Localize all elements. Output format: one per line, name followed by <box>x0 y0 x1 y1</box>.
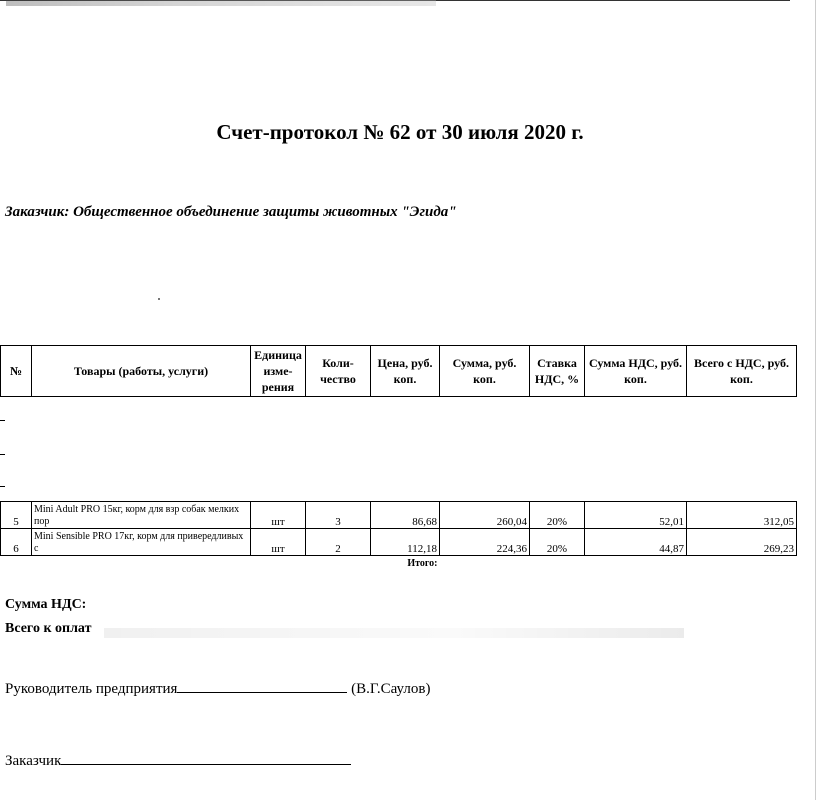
cell-vat-sum: 44,87 <box>585 529 687 556</box>
cell-unit: шт <box>251 529 306 556</box>
stray-dot <box>158 298 160 300</box>
cell-name: Mini Adult PRO 15кг, корм для взр собак мелких пор <box>32 502 251 529</box>
table-row <box>1 502 797 529</box>
header-goods: Товары (работы, услуги) <box>32 346 251 397</box>
cell-total: 269,23 <box>687 529 797 556</box>
head-signature-line <box>5 678 430 698</box>
cell-vat-rate: 20% <box>530 529 585 556</box>
header-sum: Сумма, руб. коп. <box>440 346 530 397</box>
cell-total: 312,05 <box>687 502 797 529</box>
top-blurred-header <box>6 0 436 6</box>
blurred-amount-text <box>104 628 684 638</box>
cell-price: 86,68 <box>371 502 440 529</box>
header-qty: Коли-чество <box>306 346 371 397</box>
cell-vat-sum: 52,01 <box>585 502 687 529</box>
header-price: Цена, руб. коп. <box>371 346 440 397</box>
total-label: Итого: <box>407 557 438 569</box>
customer-line: Заказчик: Общественное объединение защиты животных "Эгида" <box>5 204 457 220</box>
head-label: Руководитель предприятия <box>5 681 178 697</box>
cell-sum: 260,04 <box>440 502 530 529</box>
right-edge-line <box>815 0 816 800</box>
document-title: Счет-протокол № 62 от 30 июля 2020 г. <box>216 120 584 144</box>
header-unit: Единица изме-рения <box>251 346 306 397</box>
vat-sum-label: Сумма НДС: <box>5 597 87 612</box>
head-signature-underline <box>177 678 347 693</box>
header-total: Всего с НДС, руб. коп. <box>687 346 797 397</box>
cell-qty: 2 <box>306 529 371 556</box>
table-row <box>1 529 797 556</box>
cell-sum: 224,36 <box>440 529 530 556</box>
customer-signature-line <box>5 750 351 770</box>
total-to-pay-label: Всего к оплат <box>5 621 92 636</box>
customer-sign-label: Заказчик <box>5 753 62 769</box>
customer-signature-underline <box>61 750 351 765</box>
cell-qty: 3 <box>306 502 371 529</box>
cell-num: 5 <box>1 502 32 529</box>
table-blank-area <box>1 397 797 502</box>
cell-unit: шт <box>251 502 306 529</box>
header-vat-rate: Ставка НДС, % <box>530 346 585 397</box>
header-num: № <box>1 346 32 397</box>
cell-vat-rate: 20% <box>530 502 585 529</box>
cell-name: Mini Sensible PRO 17кг, корм для привередливых с <box>32 529 251 556</box>
header-vat-sum: Сумма НДС, руб. коп. <box>585 346 687 397</box>
cell-num: 6 <box>1 529 32 556</box>
invoice-table <box>0 345 797 570</box>
head-name: (В.Г.Саулов) <box>351 681 431 697</box>
table-total-row <box>1 556 797 571</box>
cell-price: 112,18 <box>371 529 440 556</box>
table-header-row <box>1 346 797 397</box>
